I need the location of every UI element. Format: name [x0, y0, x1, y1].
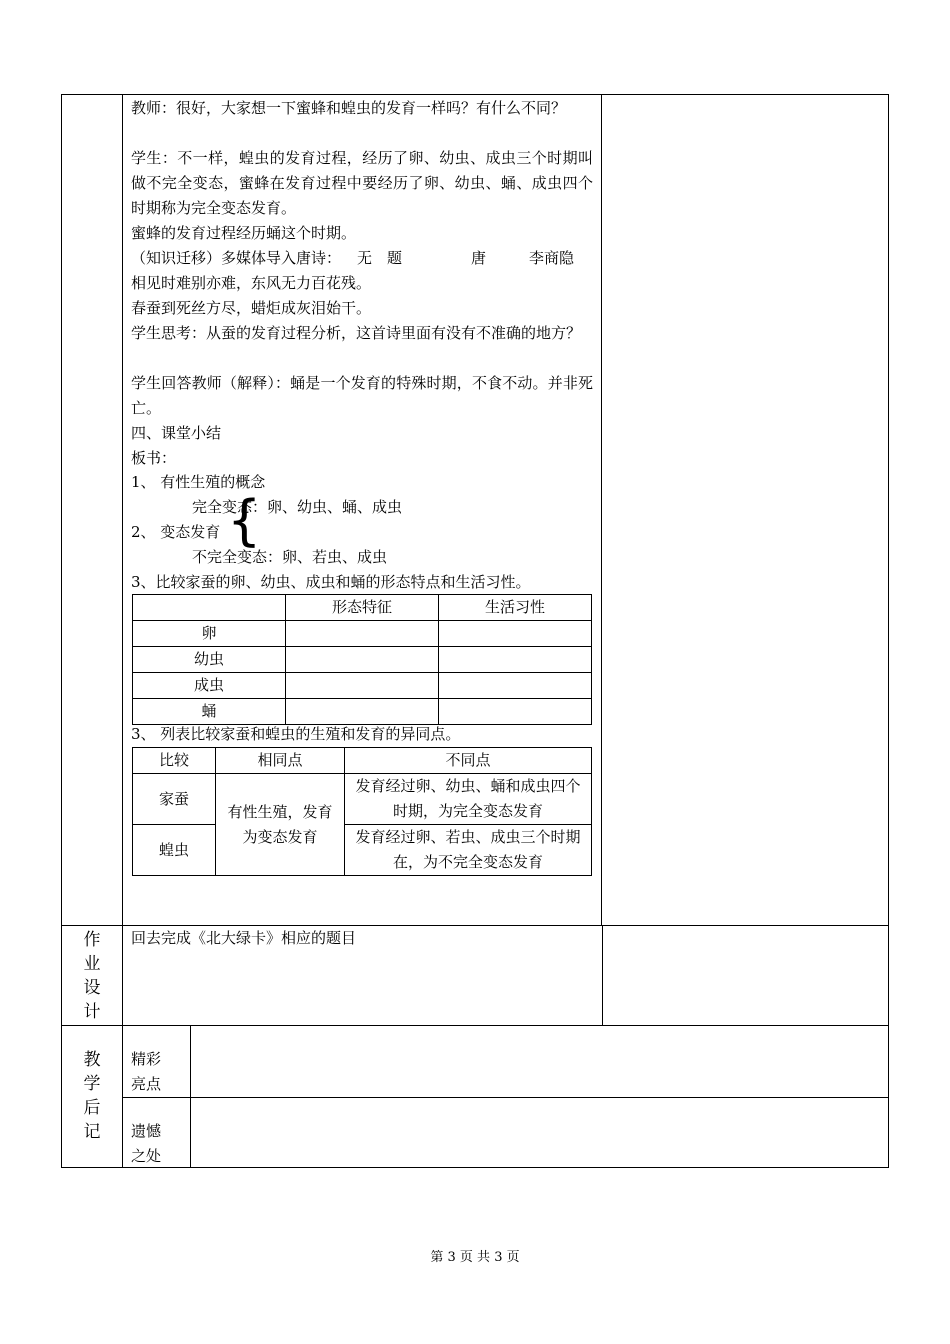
reflection-label: 教 学 后 记 [83, 1050, 101, 1142]
table-cell: 成虫 [133, 673, 286, 699]
board-item-1: 1、 有性生殖的概念 [131, 473, 266, 491]
board-item-4: 3、 列表比较家蚕和蝗虫的生殖和发育的异同点。 [131, 725, 461, 743]
reflection-top-border [61, 1025, 889, 1026]
table-cell [439, 647, 592, 673]
outer-bottom-border [61, 1167, 889, 1168]
lesson-paragraph: 教师：很好，大家想一下蜜蜂和蝗虫的发育一样吗？有什么不同？ [131, 99, 567, 117]
incomplete-metamorphosis: 不完全变态：卵、若虫、成虫 [192, 548, 388, 566]
poem-intro: （知识迁移）多媒体导入唐诗： [131, 249, 342, 267]
table-cell: 发育经过卵、若虫、成虫三个时期在，为不完全变态发育 [345, 825, 592, 876]
lesson-paragraph: 学生：不一样，蝗虫的发育过程，经历了卵、幼虫、成虫三个时期叫做不完全变态，蜜蜂在发育过程中要经历了卵、幼虫、蛹、成虫四个时期称为完全变态发育。 [131, 149, 593, 217]
notes-column-divider-top [601, 94, 602, 926]
curly-brace-icon: { [227, 489, 262, 552]
table-header [133, 595, 286, 621]
page-number: 第 3 页 共 3 页 [430, 1250, 520, 1265]
outer-left-border [61, 94, 62, 1168]
complete-metamorphosis: 完全变态：卵、幼虫、蛹、成虫 [192, 498, 403, 516]
poem-line: 春蚕到死丝方尽，蜡炬成灰泪始干。 [131, 299, 372, 317]
board-label: 板书： [131, 449, 177, 467]
table-header: 比较 [133, 748, 216, 774]
highlight-label: 精彩亮点 [131, 1050, 162, 1093]
homework-content: 回去完成《北大绿卡》相应的题目 [131, 929, 357, 947]
table-header: 不同点 [345, 748, 592, 774]
table-cell: 有性生殖，发育为变态发育 [216, 774, 345, 876]
table-cell: 发育经过卵、幼虫、蛹和成虫四个时期，为完全变态发育 [345, 774, 592, 825]
table-cell: 家蚕 [133, 774, 216, 825]
summary-heading: 四、课堂小结 [131, 424, 222, 442]
table-cell [286, 647, 439, 673]
table-cell: 蛹 [133, 699, 286, 725]
notes-column-divider-homework [602, 925, 603, 1025]
student-think: 学生思考：从蚕的发育过程分析，这首诗里面有没有不准确的地方？ [131, 324, 582, 342]
outer-top-border [61, 94, 889, 95]
table-cell: 幼虫 [133, 647, 286, 673]
table-cell: 蝗虫 [133, 825, 216, 876]
regret-label: 遗憾之处 [131, 1122, 162, 1165]
table-cell [439, 621, 592, 647]
lesson-paragraph: 蜜蜂的发育过程经历蛹这个时期。 [131, 224, 357, 242]
table-cell [439, 699, 592, 725]
table-cell [439, 673, 592, 699]
board-item-2: 2、 变态发育 [131, 523, 221, 541]
table-cell [286, 621, 439, 647]
label-column-divider [122, 94, 123, 1168]
poem-line: 相见时难别亦难，东风无力百花残。 [131, 274, 372, 292]
poem-author: 李商隐 [529, 249, 575, 267]
table-cell [286, 699, 439, 725]
table-cell: 卵 [133, 621, 286, 647]
poem-dynasty: 唐 [471, 249, 487, 267]
silkworm-stage-table [132, 594, 592, 725]
table-header: 形态特征 [286, 595, 439, 621]
table-header: 相同点 [216, 748, 345, 774]
board-item-3: 3、比较家蚕的卵、幼虫、成虫和蛹的形态特点和生活习性。 [131, 573, 531, 591]
comparison-table [132, 747, 592, 876]
reflection-row-divider [122, 1097, 889, 1098]
homework-label: 作 业 设 计 [83, 930, 101, 1022]
outer-right-border [888, 94, 889, 1168]
table-cell [286, 673, 439, 699]
poem-title: 无 题 [357, 249, 403, 267]
student-answer: 学生回答教师（解释）：蛹是一个发育的特殊时期，不食不动。并非死亡。 [131, 374, 593, 417]
table-header: 生活习性 [439, 595, 592, 621]
